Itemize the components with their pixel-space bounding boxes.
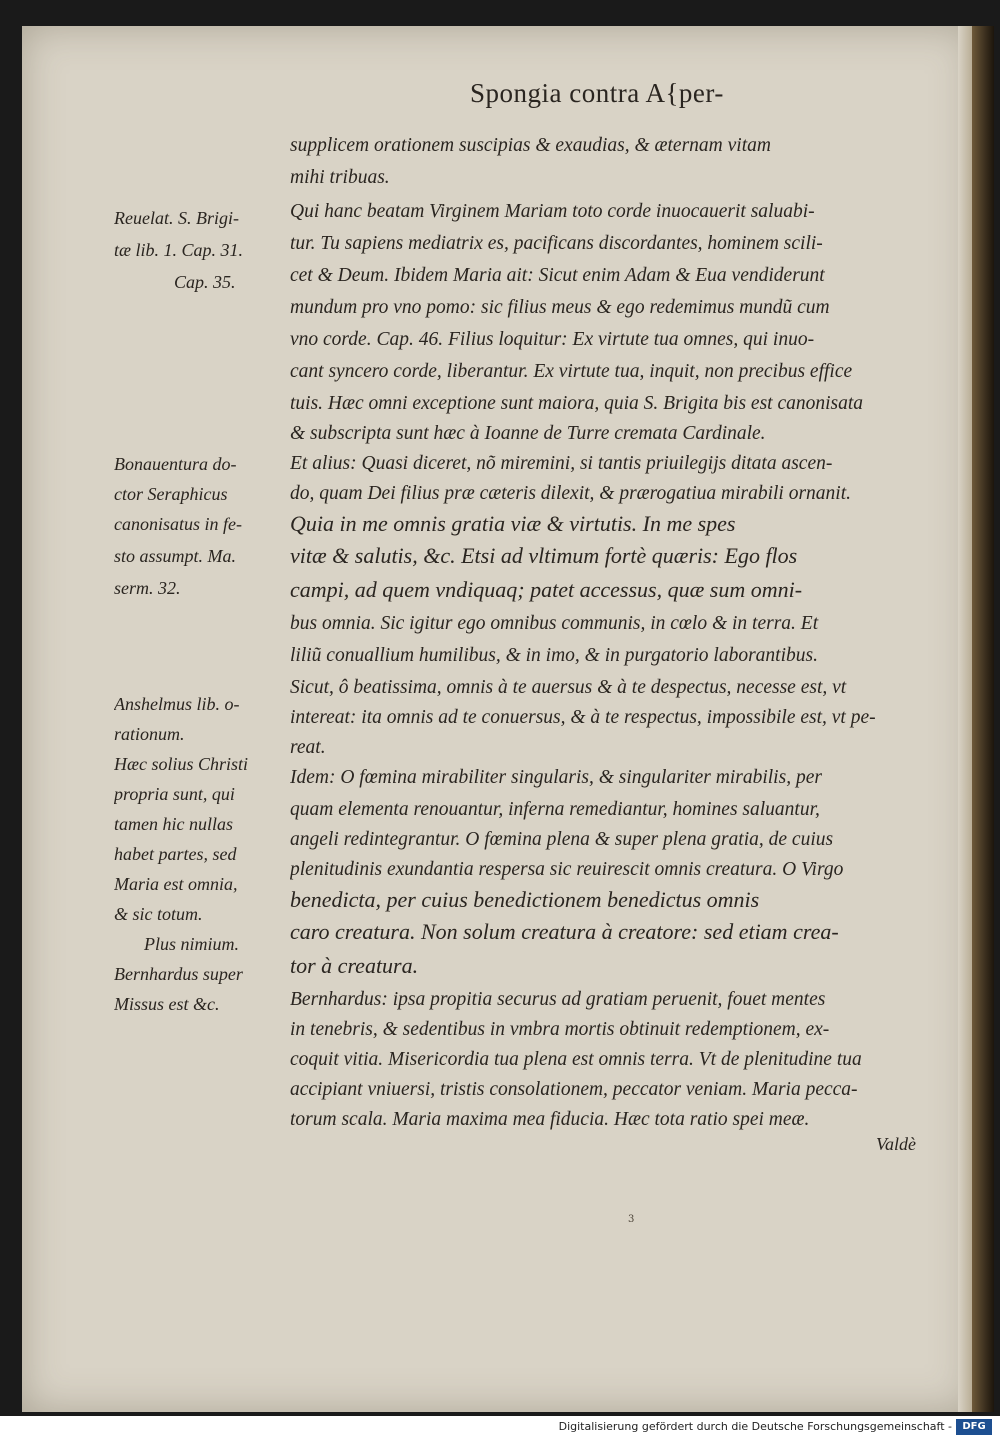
margin-note-line: Plus nimium. xyxy=(144,934,240,954)
margin-note-line: Hæc solius Christi xyxy=(114,754,249,774)
margin-note-line: Maria est omnia, xyxy=(114,874,238,894)
margin-note-line: ctor Seraphicus xyxy=(114,484,228,504)
main-text-line: Quia in me omnis gratia viæ & virtutis. In me spes xyxy=(290,511,736,536)
footer-credit: Digitalisierung gefördert durch die Deutsche Forschungsgemeinschaft - xyxy=(558,1420,952,1433)
margin-note-line: Bernhardus super xyxy=(114,964,243,984)
main-text-line: cet & Deum. Ibidem Maria ait: Sicut enim Adam & Eua vendiderunt xyxy=(290,265,825,286)
footer-bar xyxy=(0,1416,1000,1440)
signature-mark: 3 xyxy=(628,1214,635,1225)
main-text-line: Qui hanc beatam Virginem Mariam toto corde inuocauerit saluabi- xyxy=(290,201,815,222)
main-text-line: plenitudinis exundantia respersa sic reuirescit omnis creatura. O Virgo xyxy=(290,859,844,880)
main-text-line: in tenebris, & sedentibus in vmbra mortis obtinuit redemptionem, ex- xyxy=(290,1019,830,1040)
main-text-line: do, quam Dei filius præ cæteris dilexit, & prærogatiua mirabili ornanit. xyxy=(290,483,852,504)
margin-note-line: Missus est &c. xyxy=(114,994,220,1014)
margin-note-line: propria sunt, qui xyxy=(114,784,235,804)
main-text-line: Bernhardus: ipsa propitia securus ad gratiam peruenit, fouet mentes xyxy=(290,989,826,1010)
margin-note-line: Bonauentura do- xyxy=(114,454,237,474)
margin-note-line: sto assumpt. Ma. xyxy=(114,546,237,566)
margin-note-line: Cap. 35. xyxy=(174,272,236,292)
catchword: Valdè xyxy=(876,1134,916,1154)
main-text-line: torum scala. Maria maxima mea fiducia. Hæc tota ratio spei meæ. xyxy=(290,1109,810,1130)
main-text-line: mundum pro vno pomo: sic filius meus & ego redemimus mundũ cum xyxy=(290,297,830,318)
main-text-line: tor à creatura. xyxy=(290,953,419,978)
main-text-line: campi, ad quem vndiquaq; patet accessus, quæ sum omni- xyxy=(290,577,803,602)
main-text-line: reat. xyxy=(290,737,326,758)
main-text-line: benedicta, per cuius benedictionem benedictus omnis xyxy=(290,887,760,912)
margin-note-line: & sic totum. xyxy=(114,904,203,924)
margin-note-line: rationum. xyxy=(114,724,185,744)
main-text-line: & subscripta sunt hæc à Ioanne de Turre cremata Cardinale. xyxy=(290,423,766,444)
main-text-line: vitæ & salutis, &c. Etsi ad vltimum fortè quæris: Ego flos xyxy=(290,543,798,568)
main-text-line: quam elementa renouantur, inferna remediantur, homines saluantur, xyxy=(290,799,820,820)
main-text-line: Idem: O fœmina mirabiliter singularis, & singulariter mirabilis, per xyxy=(290,767,822,788)
main-text-line: caro creatura. Non solum creatura à creatore: sed etiam crea- xyxy=(290,919,839,944)
main-text-line: liliũ conuallium humilibus, & in imo, & in purgatorio laborantibus. xyxy=(290,645,818,666)
main-text-line: coquit vitia. Misericordia tua plena est omnis terra. Vt de plenitudine tua xyxy=(290,1049,862,1070)
book-binding xyxy=(972,26,994,1412)
main-text-line: tur. Tu sapiens mediatrix es, pacificans discordantes, hominem scili- xyxy=(290,233,823,254)
margin-note-line: canonisatus in fe- xyxy=(114,514,242,534)
running-head: Spongia contra A{per- xyxy=(470,78,724,108)
margin-note-line: tamen hic nullas xyxy=(114,814,233,834)
margin-note-line: serm. 32. xyxy=(114,578,181,598)
dfg-logo: DFG xyxy=(956,1419,992,1435)
margin-note-line: Reuelat. S. Brigi- xyxy=(114,208,239,228)
main-text-line: accipiant vniuersi, tristis consolationem, peccator veniam. Maria pecca- xyxy=(290,1079,858,1100)
main-text-line: Sicut, ô beatissima, omnis à te auersus & à te despectus, necesse est, vt xyxy=(290,677,847,698)
main-text-line: vno corde. Cap. 46. Filius loquitur: Ex virtute tua omnes, qui inuo- xyxy=(290,329,815,350)
margin-note-line: habet partes, sed xyxy=(114,844,237,864)
margin-note-line: Anshelmus lib. o- xyxy=(114,694,240,714)
main-text-line: tuis. Hæc omni exceptione sunt maiora, quia S. Brigita bis est canonisata xyxy=(290,393,864,414)
main-text-line: angeli redintegrantur. O fœmina plena & super plena gratia, de cuius xyxy=(290,829,834,850)
page-edge xyxy=(958,26,972,1412)
main-text-line: supplicem orationem suscipias & exaudias, & æternam vitam xyxy=(290,135,771,156)
main-text-line: Et alius: Quasi diceret, nõ miremini, si tantis priuilegijs ditata ascen- xyxy=(290,453,833,474)
main-text-line: bus omnia. Sic igitur ego omnibus communis, in cœlo & in terra. Et xyxy=(290,613,819,634)
main-text-line: mihi tribuas. xyxy=(290,167,390,188)
main-text-line: intereat: ita omnis ad te conuersus, & à te respectus, impossibile est, vt pe- xyxy=(290,707,876,728)
main-text-line: cant syncero corde, liberantur. Ex virtute tua, inquit, non precibus effice xyxy=(290,361,853,382)
margin-note-line: tæ lib. 1. Cap. 31. xyxy=(114,240,244,260)
